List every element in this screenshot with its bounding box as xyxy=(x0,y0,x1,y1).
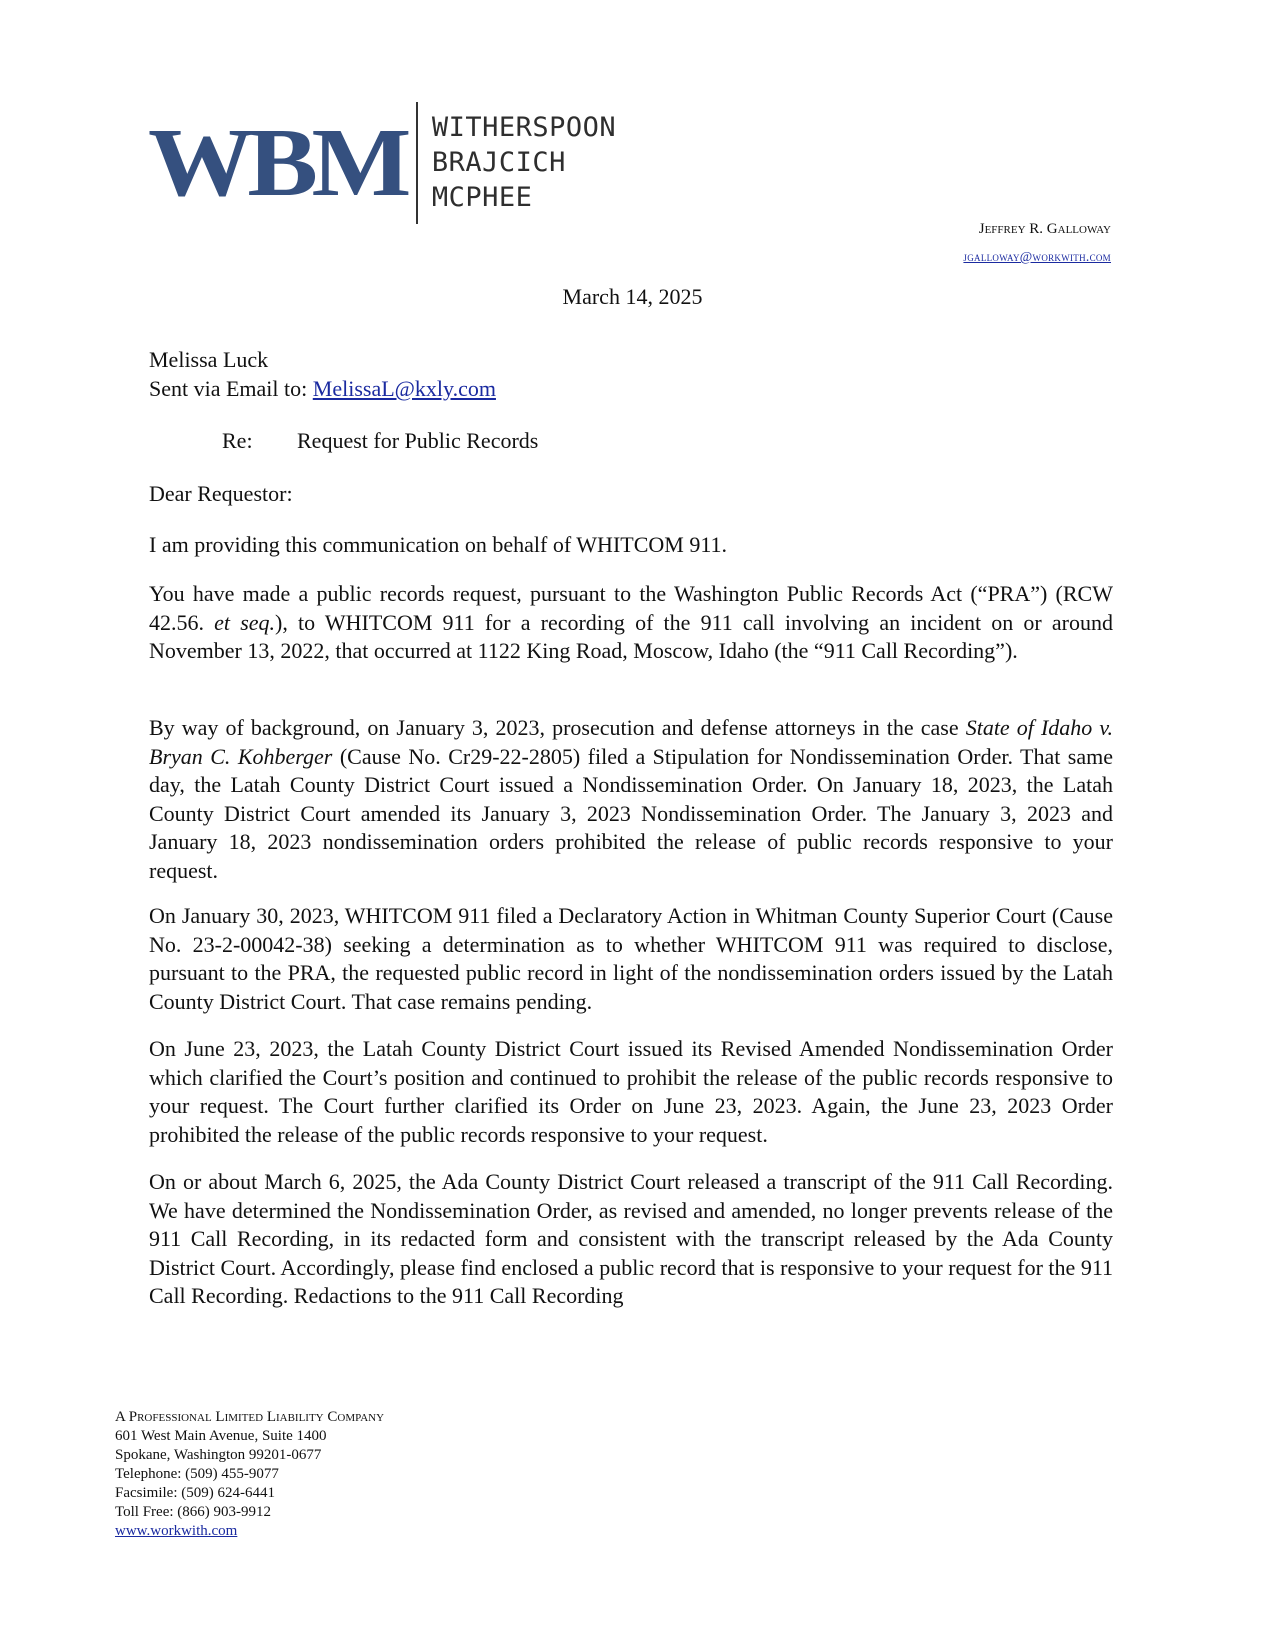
footer-address-line-2: Spokane, Washington 99201-0677 xyxy=(115,1447,322,1463)
footer-block xyxy=(115,1408,384,1541)
recipient-block xyxy=(149,345,496,403)
attorney-email-link[interactable]: jgalloway@workwith.com xyxy=(963,249,1111,264)
footer-toll-free: Toll Free: (866) 903-9912 xyxy=(115,1504,272,1520)
letter-date: March 14, 2025 xyxy=(562,284,703,309)
paragraph-2-part-a: You have made a public records request, pursuant to the Washington Public Records Act (“PRA”) (RCW 42.56. xyxy=(149,581,1113,635)
recipient-email-link[interactable]: MelissaL@kxly.com xyxy=(312,376,496,401)
paragraph-3-case-name: State of Idaho v. Bryan C. Kohberger xyxy=(149,715,1114,769)
re-label: Re: xyxy=(222,428,253,453)
paragraph-3 xyxy=(149,714,1113,885)
logo-firm-name xyxy=(432,110,616,215)
footer-address-line-1: 601 West Main Avenue, Suite 1400 xyxy=(115,1428,327,1444)
paragraph-2-italic: et seq. xyxy=(214,609,276,635)
firm-logo xyxy=(148,100,616,225)
logo-word-3: MCPHEE xyxy=(431,182,533,213)
attorney-name: Jeffrey R. Galloway xyxy=(978,221,1111,237)
logo-word-1: WITHERSPOON xyxy=(431,112,617,143)
attorney-block xyxy=(963,216,1111,271)
footer-website-link[interactable]: www.workwith.com xyxy=(115,1523,238,1539)
recipient-name: Melissa Luck xyxy=(149,347,269,372)
salutation: Dear Requestor: xyxy=(149,481,293,506)
logo-mark: WBM xyxy=(148,108,405,217)
re-subject: Request for Public Records xyxy=(297,428,539,453)
paragraph-3-part-a: By way of background, on January 3, 2023, prosecution and defense attorneys in the case xyxy=(149,715,966,740)
footer-company-type: A Professional Limited Liability Company xyxy=(115,1409,385,1425)
logo-word-2: BRAJCICH xyxy=(431,147,566,178)
paragraph-6: On or about March 6, 2025, the Ada County District Court released a transcript of the 911 Call Recording. We have determined the Nondissemination Order, as revised and amended, no longer prevents release of the 911 Call Recording, in its redacted form and consistent with the transcript released by the Ada County District Court. Accordingly, please find enclosed a public record that is responsive to your request for the 911 Call Recording. Redactions to the 911 Call Recording xyxy=(149,1169,1113,1308)
logo-divider xyxy=(416,102,418,224)
paragraph-2 xyxy=(149,580,1113,666)
sent-via-line xyxy=(149,374,496,403)
sent-via-prefix: Sent via Email to: xyxy=(149,376,313,401)
paragraph-3-part-c: (Cause No. Cr29-22-2805) filed a Stipulation for Nondissemination Order. That same day, the Latah County District Court issued a Nondissemination Order. On January 18, 2023, the Latah County District Court amended its January 3, 2023 Nondissemination Order. The January 3, 2023 and January 18, 2023 nondissemination orders prohibited the release of public records responsive to your request. xyxy=(149,743,1113,883)
paragraph-1: I am providing this communication on behalf of WHITCOM 911. xyxy=(149,532,728,557)
paragraph-5: On June 23, 2023, the Latah County District Court issued its Revised Amended Nondissemination Order which clarified the Court’s position and continued to prohibit the release of the public records responsive to your request. The Court further clarified its Order on June 23, 2023. Again, the June 23, 2023 Order prohibited the release of the public records responsive to your request. xyxy=(149,1036,1113,1147)
re-line xyxy=(222,428,538,454)
footer-facsimile: Facsimile: (509) 624-6441 xyxy=(115,1485,275,1501)
footer-telephone: Telephone: (509) 455-9077 xyxy=(115,1466,279,1482)
paragraph-2-part-c: ), to WHITCOM 911 for a recording of the 911 call involving an incident on or around November 13, 2022, that occurred at 1122 King Road, Moscow, Idaho (the “911 Call Recording”). xyxy=(149,609,1113,663)
paragraph-4: On January 30, 2023, WHITCOM 911 filed a Declaratory Action in Whitman County Superior Court (Cause No. 23-2-00042-38) seeking a determination as to whether WHITCOM 911 was required to disclose, pursuant to the PRA, the requested public record in light of the nondissemination orders issued by the Latah County District Court. That case remains pending. xyxy=(149,903,1113,1014)
